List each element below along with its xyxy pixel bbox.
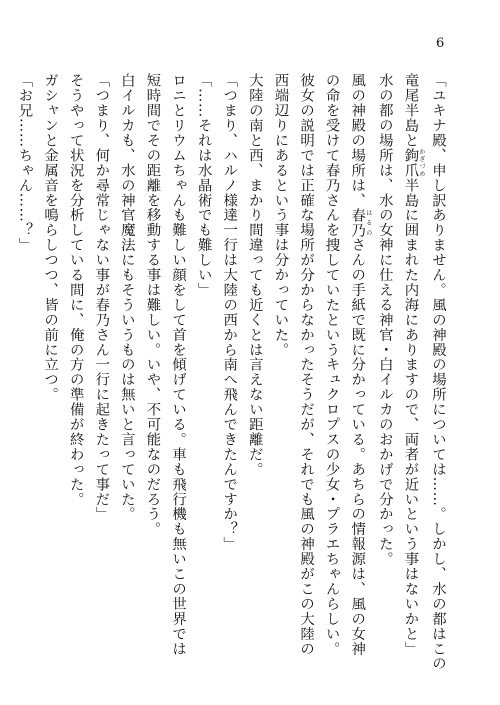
- text-line-17: 「お兄……ちゃん……？」: [16, 73, 33, 253]
- text-line-6: 彼女の説明では正確な場所が分からなかったそうだが、それでも風の神殿がこの大陸の: [298, 73, 315, 657]
- ruby-haruno-reading: はるの: [364, 207, 372, 238]
- text-line-4: 風の神殿の場所は、春乃 はるのさんの手紙で既に分かっている。あちらの情報源は、風の女神: [349, 73, 372, 657]
- ruby-kagitsume-reading: かぎづめ: [417, 147, 425, 178]
- text-line-1: 「ユキナ殿、申し訳ありません。風の神殿の場所については……。しかし、水の都はこの: [430, 73, 446, 671]
- text-line-5: の命を受けて春乃さんを捜していたというキュクロプスの少女・プラエちゃんらしい。: [323, 73, 340, 657]
- text-line-16: ガシャンと金属音を鳴らしつつ、皆の前に立つ。: [42, 73, 59, 402]
- text-line-14: 「つまり、何か尋常じゃない事が春乃さん一行に起きたって事だ」: [93, 73, 110, 522]
- ruby-haruno-base: 春乃: [349, 207, 366, 238]
- text-line-9: 「つまり、ハルノ様達一行は大陸の西から南へ飛んできたんですか？」: [221, 73, 238, 552]
- text-line-2: 竜尾半島と鉤爪 かぎづめ半島に囲まれた内海にありますので、両者が近いという事はないかと」: [402, 73, 425, 657]
- ruby-kagitsume: [402, 147, 425, 178]
- text-line-3: 水の都の場所は、水の女神に仕える神官・白イルカのおかげで分かった。: [376, 73, 393, 567]
- text-line-11: ロニとリウムちゃんも難しい顔をして首を傾げている。車も飛行機も無いこの世界では: [170, 73, 187, 657]
- text-line-7: 西端辺りにあるという事は分かっていた。: [272, 73, 289, 358]
- novel-text-body: [16, 73, 450, 673]
- text-line-10: 「……それは水晶術でも難しい」: [195, 73, 212, 298]
- ruby-kagitsume-base: 鉤爪: [402, 147, 419, 178]
- ruby-haruno: [349, 207, 372, 238]
- text-line-8: 大陸の南と西、まかり間違っても近くとは言えない距離だ。: [246, 73, 263, 477]
- text-line-13: 白イルカも、水の神官魔法にもそういうものは無いと言っていた。: [118, 73, 135, 522]
- text-line-15: そうやって状況を分析している間に、俺の方の準備が終わった。: [67, 73, 84, 507]
- text-line-12: 短時間でその距離を移動する事は難しい。いや、不可能なのだろう。: [144, 73, 161, 537]
- page-number: 6: [436, 36, 445, 51]
